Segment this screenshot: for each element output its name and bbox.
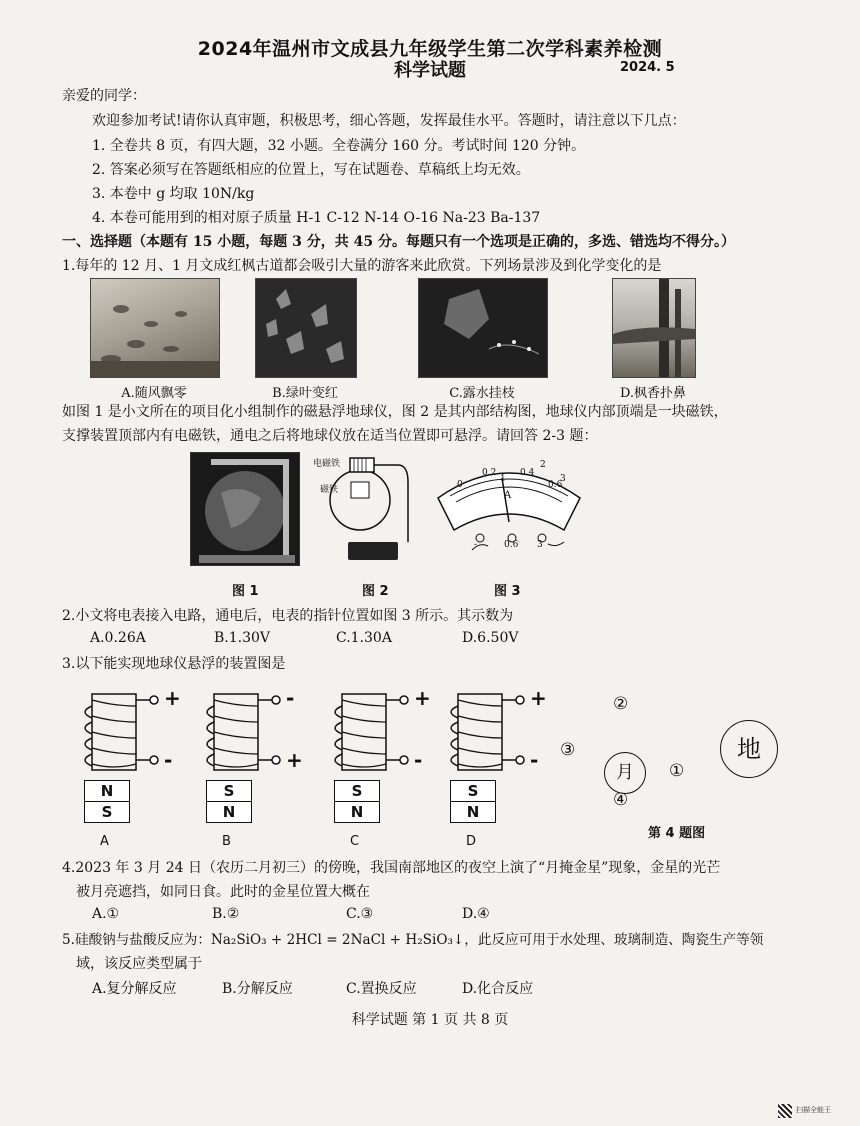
page-footer: 科学试题 第 1 页 共 8 页 [351, 1012, 509, 1028]
q3-coil-label: B [222, 834, 231, 849]
q3-coil-d-top-sign: + [530, 686, 547, 710]
q2-option-a: A.0.26A [90, 630, 146, 646]
q3-coil-d-bottom-sign: - [530, 748, 539, 772]
fig4-pos-3: ③ [560, 740, 576, 760]
magnet-bottom-pole: S [85, 801, 129, 822]
q1-option-c: C.露水挂枝 [449, 386, 515, 401]
intro-line-0: 欢迎参加考试!请你认真审题，积极思考，细心答题，发挥最佳水平。答题时，请注意以下几点： [92, 113, 686, 129]
q3-coil-a-top-sign: + [164, 686, 181, 710]
greeting: 亲爱的同学： [62, 88, 146, 104]
magnet-top-pole: N [100, 782, 114, 800]
q5-stem-2: 域，该反应类型属于 [76, 956, 202, 972]
fig4-pos-4: ④ [613, 790, 629, 810]
q4-stem-2: 被月亮遮挡，如同日食。此时的金星位置大概在 [76, 884, 370, 900]
magnet-top-pole: S [351, 782, 363, 800]
meter-tick-0-6: 0.6 [548, 480, 563, 490]
q2-option-b: B.1.30V [214, 630, 271, 646]
q5-option-c: C.置换反应 [346, 981, 417, 997]
q3-magnet-c [334, 780, 380, 823]
context-line-1: 如图 1 是小文所在的项目化小组制作的磁悬浮地球仪，图 2 是其内部结构图，地球仪内部顶端是一块磁铁， [62, 404, 728, 420]
context-line-2: 支撑装置顶部内有电磁铁，通电之后将地球仪放在适当位置即可悬浮。请回答 2-3 题： [62, 428, 598, 444]
fig4-pos-2: ② [613, 694, 629, 714]
fig4-earth: 地 [720, 720, 778, 778]
meter-tick-1: 1 [500, 474, 506, 484]
section-heading: 一、选择题（本题有 15 小题，每题 3 分，共 45 分。每题只有一个选项是正确的，多选、错选均不得分。） [62, 234, 735, 250]
exam-subtitle: 科学试题 [394, 60, 466, 81]
q3-magnet-d [450, 780, 496, 823]
meter-tick-3: 3 [560, 474, 566, 484]
q1-stem: 1.每年的 12 月、1 月文成红枫古道都会吸引大量的游客来此欣赏。下列场景涉及到化学变化的是 [62, 258, 662, 274]
scanner-watermark: 扫描全能王 [796, 1106, 831, 1114]
q4-option-d: D.④ [462, 906, 490, 922]
fig2-label-magnet: 磁铁 [320, 485, 339, 495]
meter-tick-0: 0 [457, 480, 463, 490]
q4-option-a: A.① [92, 906, 120, 922]
meter-tick-0-2: 0.2 [482, 468, 497, 478]
terminal-0-6: 0.6 [504, 540, 519, 550]
magnet-top-pole: S [223, 782, 235, 800]
q5-option-a: A.复分解反应 [92, 981, 177, 997]
q3-coil-a-bottom-sign: - [164, 748, 173, 772]
fig2-label: 图 2 [362, 584, 389, 599]
magnet-bottom-pole: N [451, 801, 495, 822]
q4-stem-1: 4.2023 年 3 月 24 日（农历二月初三）的傍晚，我国南部地区的夜空上演了“月掩金星”现象，金星的光芒 [62, 860, 721, 876]
q3-coil-b-bottom-sign: + [286, 748, 303, 772]
q3-coil-c-bottom-sign: - [414, 748, 423, 772]
fig1-globe-photo [190, 452, 300, 566]
meter-tick-0-4: 0.4 [520, 468, 535, 478]
q3-coil-label: A [100, 834, 109, 849]
q2-option-d: D.6.50V [462, 630, 519, 646]
q1-option-d: D.枫香扑鼻 [619, 386, 687, 401]
q1-photo-d [612, 278, 696, 378]
q1-photo-b [255, 278, 357, 378]
meter-unit: A [504, 490, 512, 501]
fig4-pos-1: ① [669, 761, 685, 781]
intro-line-2: 2. 答案必须写在答题纸相应的位置上，写在试题卷、草稿纸上均无效。 [92, 162, 530, 178]
terminal-3: 3 [537, 540, 543, 550]
q1-option-a: A.随风飘零 [121, 386, 187, 401]
q5-option-b: B.分解反应 [222, 981, 293, 997]
intro-line-3: 3. 本卷中 g 均取 10N/kg [92, 186, 255, 202]
fig1-label: 图 1 [232, 584, 259, 599]
q3-coil-b-top-sign: - [286, 686, 295, 710]
magnet-top-pole: S [467, 782, 479, 800]
q3-magnet-a [84, 780, 130, 823]
intro-line-1: 1. 全卷共 8 页，有四大题，32 小题。全卷满分 160 分。考试时间 120 分钟。 [92, 138, 586, 154]
intro-line-4: 4. 本卷可能用到的相对原子质量 H-1 C-12 N-14 O-16 Na-23 Ba-137 [92, 210, 541, 226]
fig2-label-electromagnet: 电磁铁 [313, 459, 341, 469]
q1-photo-a [90, 278, 220, 378]
q3-magnet-b [206, 780, 252, 823]
q1-option-b: B.绿叶变红 [272, 386, 338, 401]
q4-option-c: C.③ [346, 906, 374, 922]
q2-option-c: C.1.30A [336, 630, 392, 646]
magnet-bottom-pole: N [207, 801, 251, 822]
q3-coil-c-top-sign: + [414, 686, 431, 710]
q1-photo-c [418, 278, 548, 378]
q2-stem: 2.小文将电表接入电路，通电后，电表的指针位置如图 3 所示。其示数为 [62, 608, 514, 624]
meter-tick-2: 2 [540, 460, 546, 470]
fig4-moon: 月 [604, 752, 646, 794]
q5-stem-1: 5.硅酸钠与盐酸反应为：Na₂SiO₃ + 2HCl = 2NaCl + H₂SiO₃↓，此反应可用于水处理、玻璃制造、陶瓷生产等领 [62, 932, 764, 948]
q5-option-d: D.化合反应 [462, 981, 534, 997]
q3-stem: 3.以下能实现地球仪悬浮的装置图是 [62, 656, 286, 672]
magnet-bottom-pole: N [335, 801, 379, 822]
qr-icon [778, 1104, 792, 1118]
terminal-neg: - [474, 540, 478, 550]
exam-title: 2024年温州市文成县九年级学生第二次学科素养检测 [197, 38, 663, 60]
q3-coil-label: C [350, 834, 360, 849]
q3-coil-label: D [466, 834, 477, 849]
exam-date: 2024. 5 [620, 60, 675, 75]
fig4-caption: 第 4 题图 [648, 826, 706, 841]
fig2-structure-diagram [320, 452, 420, 570]
fig3-label: 图 3 [494, 584, 521, 599]
q4-option-b: B.② [212, 906, 240, 922]
